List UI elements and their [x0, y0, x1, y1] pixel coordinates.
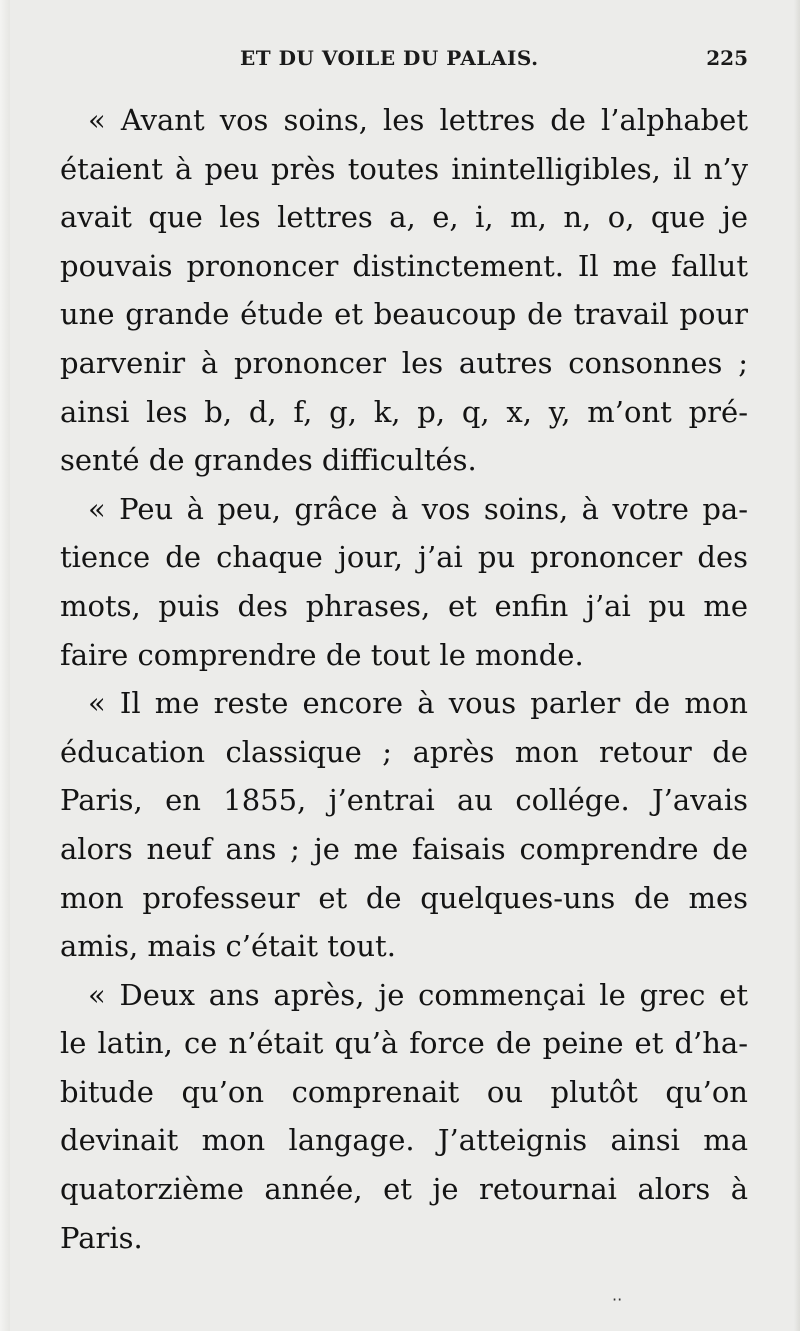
text-line: Paris, en 1855, j’entrai au collége. J’avais: [60, 783, 748, 818]
text-line: quatorzième année, et je retournai alors à: [60, 1172, 748, 1207]
text-line: senté de grandes difficultés.: [60, 443, 477, 478]
print-speck: ··: [612, 1290, 623, 1309]
text-line: « Peu à peu, grâce à vos soins, à votre pa-: [88, 491, 748, 526]
page-edge-right: [794, 0, 800, 1331]
text-line: éducation classique ; après mon retour de: [60, 734, 748, 769]
text-line: « Deux ans après, je commençai le grec et: [88, 977, 748, 1012]
text-line: Paris.: [60, 1220, 143, 1255]
text-line: pouvais prononcer distinctement. Il me fallut: [60, 248, 748, 283]
page-header: [60, 42, 748, 76]
page-number: 225: [706, 46, 748, 70]
running-head: ET DU VOILE DU PALAIS.: [240, 46, 539, 70]
text-line: bitude qu’on comprenait ou plutôt qu’on: [60, 1074, 748, 1109]
page-edge-left: [0, 0, 10, 1331]
text-line: avait que les lettres a, e, i, m, n, o, que je: [60, 200, 748, 235]
text-line: mots, puis des phrases, et enfin j’ai pu me: [60, 588, 748, 623]
text-line: étaient à peu près toutes inintelligibles, il n’y: [60, 151, 748, 186]
text-line: alors neuf ans ; je me faisais comprendre de: [60, 831, 748, 866]
body-text: [60, 96, 748, 1262]
text-line: tience de chaque jour, j’ai pu prononcer des: [60, 540, 748, 575]
text-line: « Il me reste encore à vous parler de mon: [88, 686, 748, 721]
text-line: parvenir à prononcer les autres consonnes ;: [60, 345, 748, 380]
text-line: amis, mais c’était tout.: [60, 929, 396, 964]
text-line: devinait mon langage. J’atteignis ainsi ma: [60, 1123, 748, 1158]
text-line: faire comprendre de tout le monde.: [60, 637, 584, 672]
text-line: « Avant vos soins, les lettres de l’alphabet: [88, 103, 748, 137]
text-line: ainsi les b, d, f, g, k, p, q, x, y, m’ont pré-: [60, 394, 748, 429]
text-line: une grande étude et beaucoup de travail pour: [60, 297, 748, 332]
text-line: mon professeur et de quelques-uns de mes: [60, 880, 748, 915]
text-line: le latin, ce n’était qu’à force de peine et d’ha-: [60, 1026, 748, 1061]
